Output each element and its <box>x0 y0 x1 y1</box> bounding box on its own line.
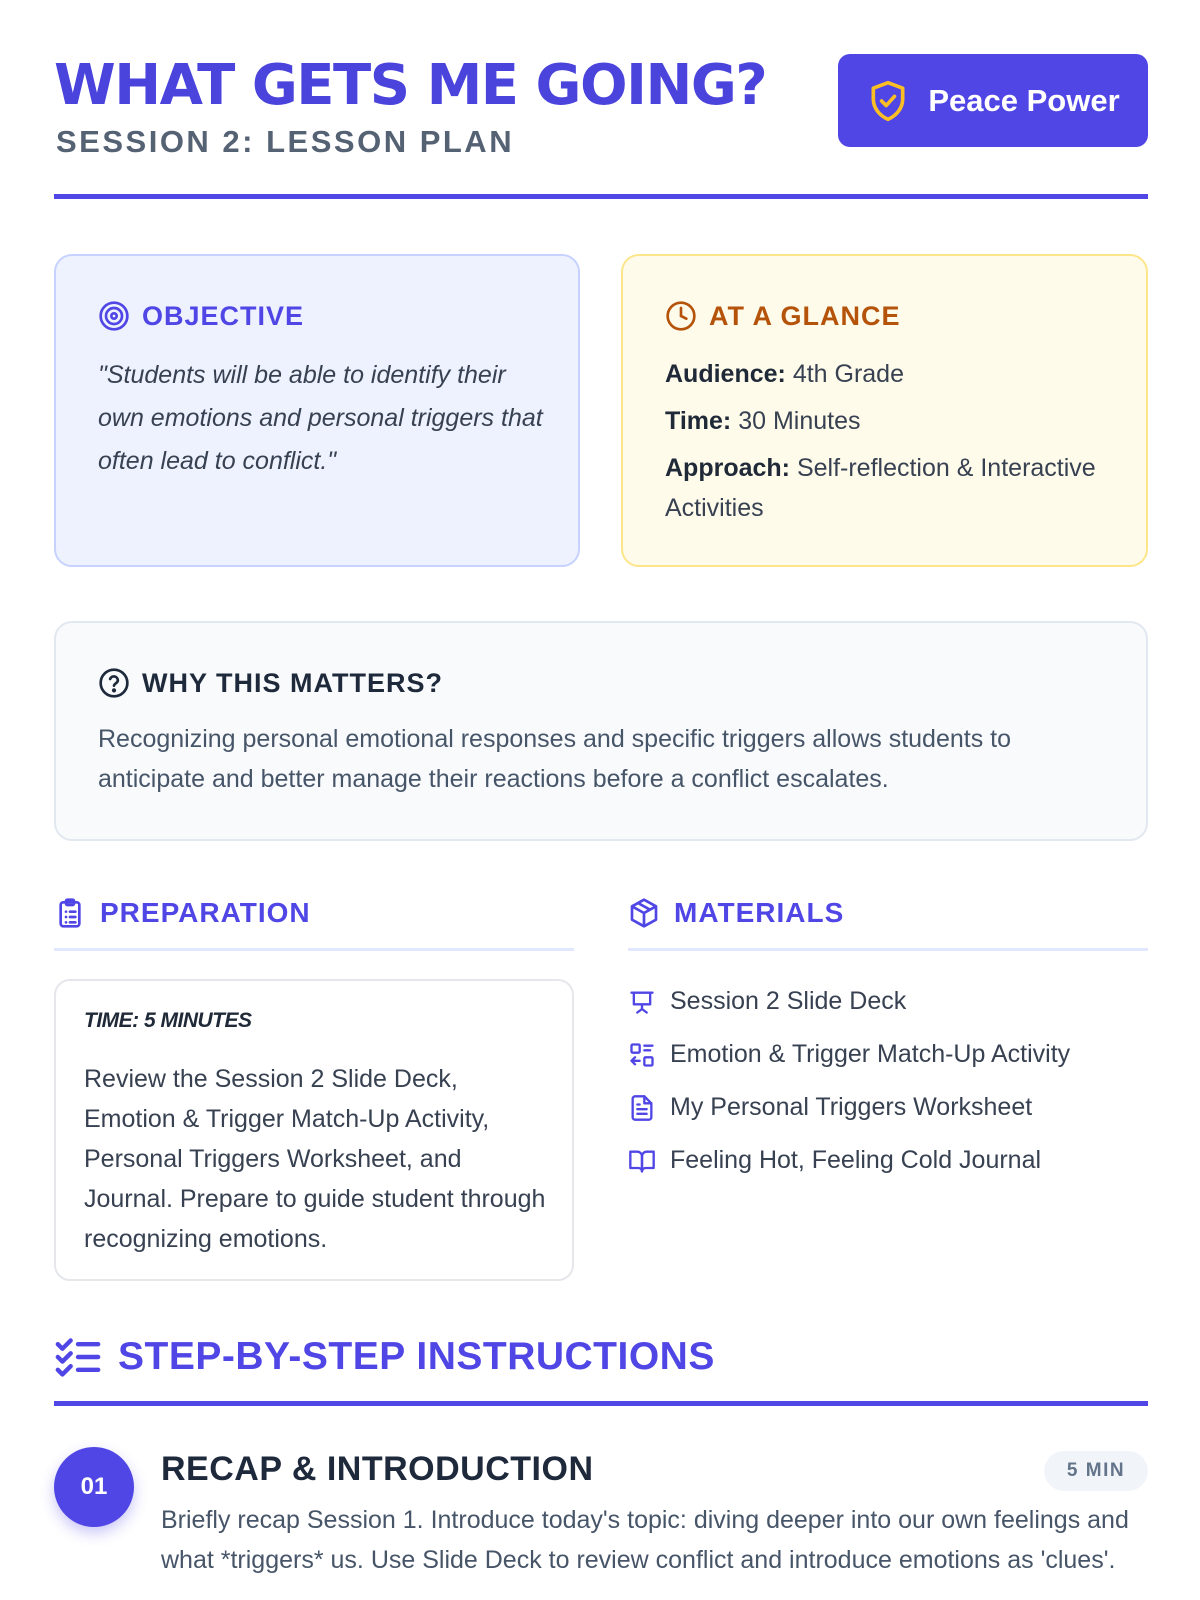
objective-text: "Students will be able to identify their own emotions and personal triggers that often lead to conflict." <box>98 361 543 475</box>
objective-heading-label: OBJECTIVE <box>142 300 305 331</box>
audience-value: 4th Grade <box>792 360 904 388</box>
match-up-icon <box>628 1041 656 1069</box>
worksheet-icon <box>628 1094 656 1122</box>
preparation-divider <box>54 948 574 951</box>
material-item <box>628 1028 1148 1081</box>
page-subtitle: SESSION 2: LESSON PLAN <box>56 124 515 159</box>
materials-heading-label: MATERIALS <box>674 897 845 928</box>
steps-heading <box>54 1335 715 1379</box>
material-item <box>628 975 1148 1028</box>
step-title: RECAP & INTRODUCTION <box>161 1450 594 1488</box>
approach-value: Self-reflection & Interactive Activities <box>665 454 1096 522</box>
header-divider <box>54 194 1148 199</box>
checklist-icon <box>54 1335 102 1379</box>
target-icon <box>98 300 130 332</box>
material-label: My Personal Triggers Worksheet <box>670 1093 1033 1121</box>
question-circle-icon <box>98 667 130 699</box>
why-this-matters-card <box>54 621 1148 841</box>
objective-heading <box>98 300 304 332</box>
preparation-time: TIME: 5 MINUTES <box>84 1009 252 1032</box>
page-header <box>54 0 1148 200</box>
glance-details <box>665 354 1125 535</box>
audience-label: Audience: <box>665 360 786 388</box>
preparation-box <box>54 979 574 1281</box>
why-heading-label: WHY THIS MATTERS? <box>142 667 443 698</box>
preparation-heading <box>54 897 311 929</box>
at-a-glance-card <box>621 254 1148 567</box>
shield-check-icon <box>866 77 910 125</box>
materials-heading <box>628 897 844 929</box>
time-row <box>665 401 1125 441</box>
approach-row <box>665 448 1125 528</box>
clipboard-icon <box>54 897 86 929</box>
approach-label: Approach: <box>665 454 790 482</box>
materials-list <box>628 975 1148 1187</box>
material-item <box>628 1134 1148 1187</box>
box-icon <box>628 897 660 929</box>
page-title: WHAT GETS ME GOING? <box>54 53 767 118</box>
audience-row <box>665 354 1125 394</box>
glance-heading <box>665 300 900 332</box>
why-heading <box>98 667 443 699</box>
step-description: Briefly recap Session 1. Introduce today's topic: diving deeper into our own feelings and what *triggers* us. Use Slide Deck to review conflict and introduce emotions as 'clues'. <box>161 1506 1129 1574</box>
glance-heading-label: AT A GLANCE <box>709 300 901 331</box>
why-text: Recognizing personal emotional responses and specific triggers allows students to anticipate and better manage their reactions before a conflict escalates. <box>98 725 1012 793</box>
brand-label: Peace Power <box>928 82 1120 118</box>
objective-card <box>54 254 580 567</box>
lesson-plan-page <box>54 0 1148 1574</box>
material-item <box>628 1081 1148 1134</box>
steps-heading-label: STEP-BY-STEP INSTRUCTIONS <box>118 1335 715 1378</box>
preparation-heading-label: PREPARATION <box>100 897 311 928</box>
presentation-icon <box>628 988 656 1016</box>
material-label: Feeling Hot, Feeling Cold Journal <box>670 1146 1042 1174</box>
time-label: Time: <box>665 407 732 435</box>
material-label: Session 2 Slide Deck <box>670 987 907 1015</box>
preparation-text: Review the Session 2 Slide Deck, Emotion & Trigger Match-Up Activity, Personal Triggers Worksheet, and Journal. Prepare to guide student through recognizing emotions. <box>84 1065 546 1253</box>
book-open-icon <box>628 1147 656 1175</box>
steps-divider <box>54 1401 1148 1406</box>
step-duration-badge: 5 MIN <box>1044 1451 1148 1491</box>
time-value: 30 Minutes <box>738 407 861 435</box>
clock-icon <box>665 300 697 332</box>
step-number-badge: 01 <box>54 1447 134 1527</box>
brand-badge <box>838 54 1148 147</box>
materials-divider <box>628 948 1148 951</box>
material-label: Emotion & Trigger Match-Up Activity <box>670 1040 1071 1068</box>
